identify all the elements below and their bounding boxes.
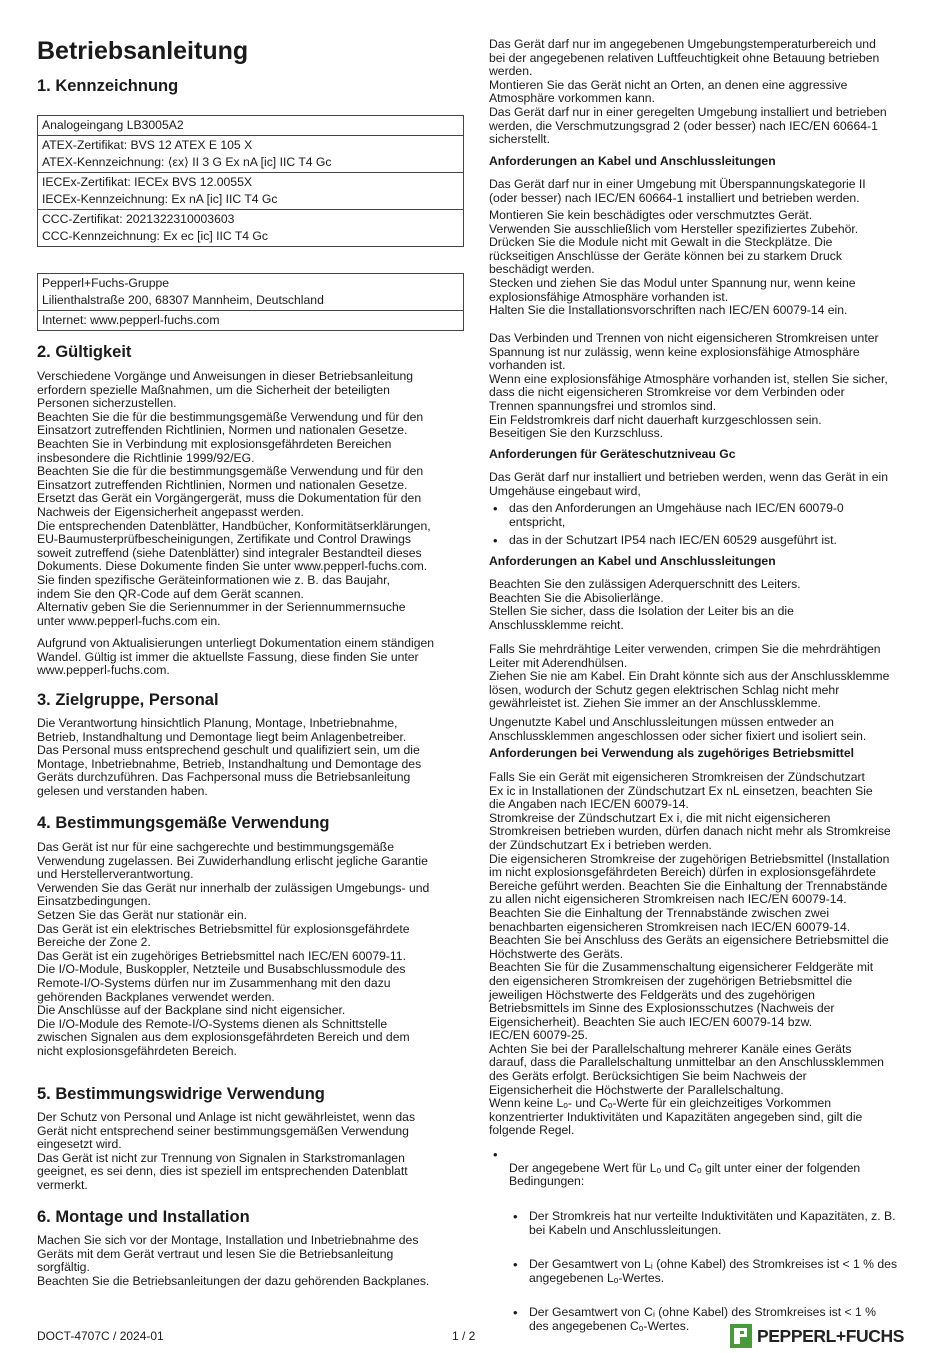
- id-row: Analogeingang LB3005A2: [38, 116, 464, 136]
- heading-zielgruppe: 3. Zielgruppe, Personal: [37, 691, 219, 709]
- kabel-1-text-b: Montieren Sie kein beschädigtes oder verschmutztes Gerät. Verwenden Sie ausschließlich vom Hersteller spezifiziertes Zubehör. Drücken Sie die Module nicht mit Gewalt in die Steckplätze. Die rückseitigen Anschlüsse der Geräte können bei zu starkem Druck beschädigt werden. Stecken und ziehen Sie das Modul unter Spannung nur, wenn keine explosionsfähige Atmosphäre vorhanden ist. Halten Sie die Installationsvorschriften nach IEC/EN 60079-14 ein.: [489, 208, 859, 318]
- gc-text: Das Gerät darf nur installiert und betrieben werden, wenn das Gerät in ein Umgehäuse eingebaut wird,: [489, 470, 889, 498]
- gc-bullet-list: [489, 502, 917, 548]
- list-item: • das in der Schutzart IP54 nach IEC/EN 60529 ausgeführt ist.: [489, 534, 917, 548]
- kabel-2-text-a: Beachten Sie den zulässigen Aderquerschnitt des Leiters. Beachten Sie die Abisolierlänge. Stellen Sie sicher, dass die Isolation der Leiter bis an die Anschlussklemme reicht.: [489, 577, 801, 632]
- page-number: 1 / 2: [452, 1329, 476, 1343]
- heading-kabel-2: Anforderungen an Kabel und Anschlussleitungen: [489, 554, 776, 568]
- page-title: Betriebsanleitung: [37, 37, 249, 65]
- bestimmungswidrig-text: Der Schutz von Personal und Anlage ist nicht gewährleistet, wenn das Gerät nicht entsprechend seiner bestimmungsgemäßen Verwendung eingesetzt wird. Das Gerät ist nicht zur Trennung von Signalen in Starkstromanlagen geeignet, es sei denn, dies ist speziell im entsprechenden Datenblatt vermerkt.: [37, 1110, 416, 1192]
- list-item: • Der Stromkreis hat nur verteilte Induktivitäten und Kapazitäten, z. B. bei Kabeln und Anschlussleitungen.: [509, 1210, 917, 1237]
- company-row: Internet: www.pepperl-fuchs.com: [38, 311, 464, 331]
- pepperl-fuchs-logo-icon: [730, 1324, 752, 1348]
- id-row: ATEX-Zertifikat: BVS 12 ATEX E 105 X ATEX-Kennzeichnung: ⟨εx⟩ II 3 G Ex nA [ic] IIC T4 Gc: [38, 136, 464, 173]
- id-row: CCC-Zertifikat: 2021322310003603 CCC-Kennzeichnung: Ex ec [ic] IIC T4 Gc: [38, 210, 464, 247]
- heading-geraeteschutzniveau: Anforderungen für Geräteschutzniveau Gc: [489, 447, 736, 461]
- document-id: DOCT-4707C / 2024-01: [37, 1329, 164, 1343]
- heading-kabel-1: Anforderungen an Kabel und Anschlussleitungen: [489, 154, 776, 168]
- list-item: • das den Anforderungen an Umgehäuse nach IEC/EN 60079-0 entspricht,: [489, 502, 917, 529]
- list-item: • Der Gesamtwert von Cᵢ (ohne Kabel) des Stromkreises ist < 1 % des angegebenen Cₒ-Wertes.: [509, 1306, 917, 1333]
- heading-kennzeichnung: 1. Kennzeichnung: [37, 77, 179, 95]
- heading-bestimmungsgemaess: 4. Bestimmungsgemäße Verwendung: [37, 814, 330, 832]
- umgebung-text: Das Gerät darf nur im angegebenen Umgebungstemperaturbereich und bei der angegebenen relativen Luftfeuchtigkeit ohne Betauung betrieben werden. Montieren Sie das Gerät nicht an Orten, an denen eine aggressive Atmosphäre vorkommen kann. Das Gerät darf nur in einer geregelten Umgebung installiert und betrieben werden, die Verschmutzungsgrad 2 (oder besser) nach IEC/EN 60664-1 sicherstellt.: [489, 37, 887, 147]
- heading-gueltigkeit: 2. Gültigkeit: [37, 343, 132, 361]
- rule-main-text: Der angegebene Wert für Lₒ und Cₒ gilt unter einer der folgenden Bedingungen:: [509, 1160, 861, 1189]
- company-table: [37, 273, 464, 331]
- kabel-2-text-b: Falls Sie mehrdrähtige Leiter verwenden, crimpen Sie die mehrdrähtigen Leiter mit Aderendhülsen. Ziehen Sie nie am Kabel. Ein Draht könnte sich aus der Anschlussklemme lösen, wodurch der Schutz gegen elektrischen Schlag nicht mehr gewährleistet ist. Ziehen Sie immer an der Anschlussklemme.: [489, 642, 890, 711]
- company-logo: [730, 1323, 915, 1349]
- zugehoeriges-text: Falls Sie ein Gerät mit eigensicheren Stromkreisen der Zündschutzart Ex ic in Installationen der Zündschutzart Ex nL einsetzen, beachten Sie die Angaben nach IEC/EN 60079-14. Stromkreise der Zündschutzart Ex i, die mit nicht eigensicheren Stromkreisen betrieben wurden, dürfen danach nicht mehr als Stromkreise der Zündschutzart Ex i betrieben werden. Die eigensicheren Stromkreise der zugehörigen Betriebsmittel (Installation im nicht explosionsgefährdeten Bereich) dürfen in explosionsgefährdete Bereiche geführt werden. Beachten Sie die Einhaltung der Trennabstände zu allen nicht eigensicheren Stromkreisen nach IEC/EN 60079-14. Beachten Sie die Einhaltung der Trennabstände zwischen zwei benachbarten eigensicheren Stromkreisen nach IEC/EN 60079-14. Beachten Sie bei Anschluss des Geräts an eigensichere Betriebsmittel die Höchstwerte des Geräts. Beachten Sie für die Zusammenschaltung eigensicherer Feldgeräte mit den eigensicheren Stromkreisen der zugehörigen Betriebsmittel die jeweiligen Höchstwerte des Feldgeräts und des zugehörigen Betriebsmittels im Sinne des Explosionsschutzes (Nachweis der Eigensicherheit). Beachten Sie auch IEC/EN 60079-14 bzw. IEC/EN 60079-25. Achten Sie bei der Parallelschaltung mehrerer Kanäle eines Geräts darauf, dass die Parallelschaltung unmittelbar an den Anschlussklemmen des Geräts erfolgt. Berücksichtigen Sie beim Nachweis der Eigensicherheit die Höchstwerte der Parallelschaltung. Wenn keine Lₒ- und Cₒ-Werte für ein gleichzeitiges Vorkommen konzentrierter Induktivitäten und Kapazitäten angegeben sind, gilt die folgende Regel.: [489, 770, 891, 1138]
- logo-wordmark: PEPPERL+FUCHS: [757, 1326, 904, 1346]
- kabel-1-text-a: Das Gerät darf nur in einer Umgebung mit Überspannungskategorie II (oder besser) nach IEC/EN 60664-1 installiert und betrieben werden.: [489, 177, 866, 205]
- heading-zugehoeriges-betriebsmittel: Anforderungen bei Verwendung als zugehöriges Betriebsmittel: [489, 746, 855, 760]
- heading-bestimmungswidrig: 5. Bestimmungswidrige Verwendung: [37, 1085, 325, 1103]
- kabel-2-text-c: Ungenutzte Kabel und Anschlussleitungen müssen entweder an Anschlussklemmen angeschlossen oder sicher fixiert und isoliert sein.: [489, 715, 867, 743]
- heading-montage: 6. Montage und Installation: [37, 1208, 250, 1226]
- kabel-1-text-c: Das Verbinden und Trennen von nicht eigensicheren Stromkreisen unter Spannung ist nur zulässig, wenn keine explosionsfähige Atmosphäre vorhanden ist. Wenn eine explosionsfähige Atmosphäre vorhanden ist, stellen Sie sicher, dass die nicht eigensicheren Stromkreise vor dem Verbinden oder Trennen spannungsfrei und stromlos sind. Ein Feldstromkreis darf nicht dauerhaft kurzgeschlossen sein. Beseitigen Sie den Kurzschluss.: [489, 331, 888, 441]
- zielgruppe-text: Die Verantwortung hinsichtlich Planung, Montage, Inbetriebnahme, Betrieb, Instandhaltung und Demontage liegt beim Anlagenbetreiber. Das Personal muss entsprechend geschult und qualifiziert sein, um die Montage, Inbetriebnahme, Betrieb, Instandhaltung und Demontage des Geräts durchzuführen. Das Fachpersonal muss die Betriebsanleitung gelesen und verstanden haben.: [37, 716, 422, 798]
- gueltigkeit-note: Aufgrund von Aktualisierungen unterliegt Dokumentation einem ständigen Wandel. Gültig ist immer die aktuellste Fassung, diese finden Sie unter www.pepperl-fuchs.com.: [37, 636, 435, 678]
- bestimmungsgemaess-text: Das Gerät ist nur für eine sachgerechte und bestimmungsgemäße Verwendung zugelassen. Bei Zuwiderhandlung erlischt jegliche Garantie und Herstellerverantwortung. Verwenden Sie das Gerät nur innerhalb der zulässigen Umgebungs- und Einsatzbedingungen. Setzen Sie das Gerät nur stationär ein. Das Gerät ist ein elektrisches Betriebsmittel für explosionsgefährdete Bereiche der Zone 2. Das Gerät ist ein zugehöriges Betriebsmittel nach IEC/EN 60079-11. Die I/O-Module, Buskoppler, Netzteile und Busabschlussmodule des Remote-I/O-Systems dürfen nur im Zusammenhang mit den dazu gehörenden Backplanes verwendet werden. Die Anschlüsse auf der Backplane sind nicht eigensicher. Die I/O-Module des Remote-I/O-Systems dienen als Schnittstelle zwischen Signalen aus dem explosionsgefährdeten Bereich und dem nicht explosionsgefährdeten Bereich.: [37, 840, 430, 1058]
- list-item: • Der Gesamtwert von Lᵢ (ohne Kabel) des Stromkreises ist < 1 % des angegebenen Lₒ-Wertes.: [509, 1258, 917, 1285]
- id-row: IECEx-Zertifikat: IECEx BVS 12.0055X IECEx-Kennzeichnung: Ex nA [ic] IIC T4 Gc: [38, 173, 464, 210]
- gueltigkeit-text: Verschiedene Vorgänge und Anweisungen in dieser Betriebsanleitung erfordern spezielle Maßnahmen, um die Sicherheit der beteiligten Personen sicherzustellen. Beachten Sie die für die bestimmungsgemäße Verwendung und für den Einsatzort zutreffenden Richtlinien, Normen und nationalen Gesetze. Beachten Sie in Verbindung mit explosionsgefährdeten Bereichen insbesondere die Richtlinie 1999/92/EG. Beachten Sie die für die bestimmungsgemäße Verwendung und für den Einsatzort zutreffenden Richtlinien, Normen und nationalen Gesetze. Ersetzt das Gerät ein Vorgängergerät, muss die Dokumentation für den Nachweis der Eigensicherheit angepasst werden. Die entsprechenden Datenblätter, Handbücher, Konformitätserklärungen, EU-Baumusterprüfbescheinigungen, Zertifikate und Control Drawings soweit zutreffend (siehe Datenblätter) sind integraler Bestandteil dieses Dokuments. Diese Dokumente finden Sie unter www.pepperl-fuchs.com. Sie finden spezifische Geräteinformationen wie z. B. das Baujahr, indem Sie den QR-Code auf dem Gerät scannen. Alternativ geben Sie die Seriennummer in der Seriennummernsuche unter www.pepperl-fuchs.com ein.: [37, 369, 431, 628]
- company-row: Pepperl+Fuchs-Gruppe Lilienthalstraße 200, 68307 Mannheim, Deutschland: [38, 274, 464, 311]
- montage-text: Machen Sie sich vor der Montage, Installation und Inbetriebnahme des Geräts mit dem Gerät vertraut und lesen Sie die Betriebsanleitung sorgfältig. Beachten Sie die Betriebsanleitungen der dazu gehörenden Backplanes.: [37, 1233, 430, 1288]
- identification-table: [37, 115, 464, 247]
